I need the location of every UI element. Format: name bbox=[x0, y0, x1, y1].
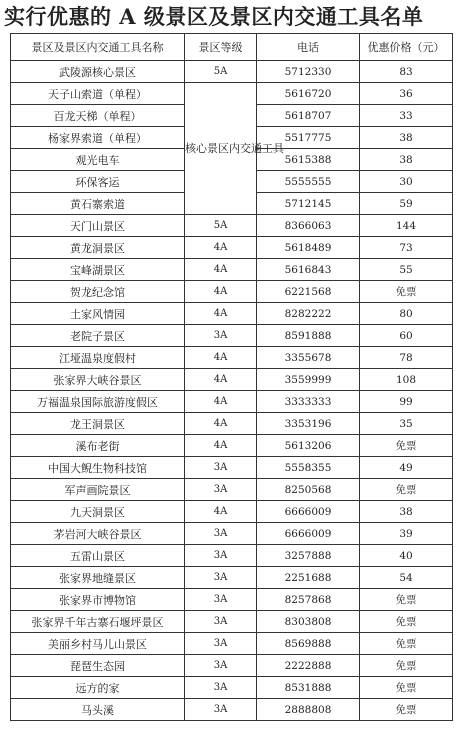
table-row bbox=[11, 699, 453, 721]
cell-grade: 5A bbox=[185, 215, 257, 237]
cell-grade: 3A bbox=[185, 479, 257, 501]
cell-name: 军声画院景区 bbox=[11, 479, 185, 501]
cell-phone: 8257868 bbox=[257, 589, 360, 611]
cell-grade: 4A bbox=[185, 281, 257, 303]
cell-grade: 3A bbox=[185, 545, 257, 567]
cell-name: 土家风情园 bbox=[11, 303, 185, 325]
cell-name: 马头溪 bbox=[11, 699, 185, 721]
cell-grade: 3A bbox=[185, 655, 257, 677]
table-row bbox=[11, 303, 453, 325]
cell-phone: 3333333 bbox=[257, 391, 360, 413]
scenic-area-table bbox=[10, 33, 453, 721]
cell-phone: 5613206 bbox=[257, 435, 360, 457]
cell-phone: 6221568 bbox=[257, 281, 360, 303]
table-row bbox=[11, 633, 453, 655]
cell-phone: 3355678 bbox=[257, 347, 360, 369]
cell-phone: 8366063 bbox=[257, 215, 360, 237]
cell-phone: 8303808 bbox=[257, 611, 360, 633]
cell-grade: 4A bbox=[185, 347, 257, 369]
table-row bbox=[11, 611, 453, 633]
cell-price: 78 bbox=[360, 347, 453, 369]
table-row bbox=[11, 545, 453, 567]
cell-price: 59 bbox=[360, 193, 453, 215]
cell-name: 中国大鲵生物科技馆 bbox=[11, 457, 185, 479]
table-body bbox=[11, 61, 453, 721]
cell-phone: 5712330 bbox=[257, 61, 360, 83]
cell-grade: 4A bbox=[185, 391, 257, 413]
cell-phone: 5558355 bbox=[257, 457, 360, 479]
cell-grade: 3A bbox=[185, 677, 257, 699]
table-row bbox=[11, 501, 453, 523]
table-row bbox=[11, 435, 453, 457]
table-row bbox=[11, 479, 453, 501]
cell-name: 杨家界索道（单程） bbox=[11, 127, 185, 149]
cell-grade: 3A bbox=[185, 567, 257, 589]
cell-price: 83 bbox=[360, 61, 453, 83]
cell-grade: 4A bbox=[185, 237, 257, 259]
page-title: 实行优惠的 A 级景区及景区内交通工具名单 bbox=[4, 4, 424, 29]
cell-grade: 3A bbox=[185, 457, 257, 479]
cell-phone: 8250568 bbox=[257, 479, 360, 501]
cell-phone: 2251688 bbox=[257, 567, 360, 589]
cell-price: 免票 bbox=[360, 655, 453, 677]
table-row bbox=[11, 567, 453, 589]
cell-phone: 3353196 bbox=[257, 413, 360, 435]
cell-grade: 4A bbox=[185, 435, 257, 457]
table-header-row bbox=[11, 34, 453, 61]
cell-price: 99 bbox=[360, 391, 453, 413]
header-grade: 景区等级 bbox=[185, 34, 257, 61]
cell-phone: 5618707 bbox=[257, 105, 360, 127]
cell-phone: 5618489 bbox=[257, 237, 360, 259]
cell-grade: 3A bbox=[185, 611, 257, 633]
cell-phone: 5616843 bbox=[257, 259, 360, 281]
cell-grade: 4A bbox=[185, 413, 257, 435]
cell-price: 免票 bbox=[360, 611, 453, 633]
cell-price: 36 bbox=[360, 83, 453, 105]
cell-price: 免票 bbox=[360, 633, 453, 655]
cell-name: 天门山景区 bbox=[11, 215, 185, 237]
header-phone: 电话 bbox=[257, 34, 360, 61]
cell-name: 琵琶生态园 bbox=[11, 655, 185, 677]
table-row bbox=[11, 215, 453, 237]
cell-phone: 5712145 bbox=[257, 193, 360, 215]
cell-grade-merged: 核心景区内交通工具 bbox=[185, 83, 257, 215]
cell-price: 73 bbox=[360, 237, 453, 259]
table-row bbox=[11, 523, 453, 545]
cell-price: 免票 bbox=[360, 677, 453, 699]
cell-name: 老院子景区 bbox=[11, 325, 185, 347]
cell-name: 万福温泉国际旅游度假区 bbox=[11, 391, 185, 413]
cell-price: 33 bbox=[360, 105, 453, 127]
cell-name: 宝峰湖景区 bbox=[11, 259, 185, 281]
cell-phone: 8531888 bbox=[257, 677, 360, 699]
cell-phone: 5615388 bbox=[257, 149, 360, 171]
cell-price: 49 bbox=[360, 457, 453, 479]
table-row bbox=[11, 589, 453, 611]
cell-price: 144 bbox=[360, 215, 453, 237]
table-row bbox=[11, 413, 453, 435]
cell-price: 80 bbox=[360, 303, 453, 325]
cell-name: 环保客运 bbox=[11, 171, 185, 193]
table-row bbox=[11, 369, 453, 391]
cell-phone: 3257888 bbox=[257, 545, 360, 567]
cell-name: 黄石寨索道 bbox=[11, 193, 185, 215]
cell-phone: 2888808 bbox=[257, 699, 360, 721]
cell-grade: 5A bbox=[185, 61, 257, 83]
cell-grade: 3A bbox=[185, 523, 257, 545]
cell-phone: 3559999 bbox=[257, 369, 360, 391]
cell-grade: 4A bbox=[185, 303, 257, 325]
table-row bbox=[11, 655, 453, 677]
cell-name: 贺龙纪念馆 bbox=[11, 281, 185, 303]
cell-phone: 8569888 bbox=[257, 633, 360, 655]
cell-price: 108 bbox=[360, 369, 453, 391]
cell-price: 免票 bbox=[360, 281, 453, 303]
cell-name: 张家界大峡谷景区 bbox=[11, 369, 185, 391]
cell-phone: 5517775 bbox=[257, 127, 360, 149]
table-row bbox=[11, 677, 453, 699]
table-row bbox=[11, 347, 453, 369]
cell-name: 张家界千年古寨石堰坪景区 bbox=[11, 611, 185, 633]
cell-phone: 2222888 bbox=[257, 655, 360, 677]
cell-grade: 3A bbox=[185, 699, 257, 721]
cell-name: 龙王洞景区 bbox=[11, 413, 185, 435]
header-price: 优惠价格（元） bbox=[360, 34, 453, 61]
cell-price: 38 bbox=[360, 149, 453, 171]
table-row bbox=[11, 457, 453, 479]
cell-price: 39 bbox=[360, 523, 453, 545]
cell-price: 免票 bbox=[360, 589, 453, 611]
cell-price: 免票 bbox=[360, 479, 453, 501]
cell-grade: 4A bbox=[185, 369, 257, 391]
cell-price: 40 bbox=[360, 545, 453, 567]
cell-name: 茅岩河大峡谷景区 bbox=[11, 523, 185, 545]
cell-name: 天子山索道（单程） bbox=[11, 83, 185, 105]
table-row bbox=[11, 391, 453, 413]
cell-phone: 6666009 bbox=[257, 523, 360, 545]
cell-phone: 6666009 bbox=[257, 501, 360, 523]
table-row bbox=[11, 61, 453, 83]
cell-price: 54 bbox=[360, 567, 453, 589]
cell-grade: 3A bbox=[185, 325, 257, 347]
cell-name: 溪布老街 bbox=[11, 435, 185, 457]
cell-price: 38 bbox=[360, 127, 453, 149]
cell-price: 免票 bbox=[360, 699, 453, 721]
cell-grade: 4A bbox=[185, 259, 257, 281]
table-row bbox=[11, 259, 453, 281]
table-row bbox=[11, 237, 453, 259]
cell-phone: 8591888 bbox=[257, 325, 360, 347]
table-row bbox=[11, 281, 453, 303]
cell-price: 60 bbox=[360, 325, 453, 347]
cell-name: 黄龙洞景区 bbox=[11, 237, 185, 259]
cell-phone: 5555555 bbox=[257, 171, 360, 193]
cell-price: 免票 bbox=[360, 435, 453, 457]
table-row bbox=[11, 83, 453, 105]
cell-grade: 3A bbox=[185, 633, 257, 655]
header-name: 景区及景区内交通工具名称 bbox=[11, 34, 185, 61]
cell-price: 30 bbox=[360, 171, 453, 193]
cell-price: 55 bbox=[360, 259, 453, 281]
cell-name: 远方的家 bbox=[11, 677, 185, 699]
cell-price: 35 bbox=[360, 413, 453, 435]
table-row bbox=[11, 325, 453, 347]
cell-name: 张家界地缝景区 bbox=[11, 567, 185, 589]
cell-name: 武陵源核心景区 bbox=[11, 61, 185, 83]
cell-phone: 8282222 bbox=[257, 303, 360, 325]
cell-grade: 3A bbox=[185, 589, 257, 611]
cell-grade: 4A bbox=[185, 501, 257, 523]
cell-name: 江垭温泉度假村 bbox=[11, 347, 185, 369]
cell-phone: 5616720 bbox=[257, 83, 360, 105]
cell-name: 九天洞景区 bbox=[11, 501, 185, 523]
cell-name: 观光电车 bbox=[11, 149, 185, 171]
cell-name: 张家界市博物馆 bbox=[11, 589, 185, 611]
cell-price: 38 bbox=[360, 501, 453, 523]
cell-name: 五雷山景区 bbox=[11, 545, 185, 567]
cell-name: 美丽乡村马儿山景区 bbox=[11, 633, 185, 655]
cell-name: 百龙天梯（单程） bbox=[11, 105, 185, 127]
